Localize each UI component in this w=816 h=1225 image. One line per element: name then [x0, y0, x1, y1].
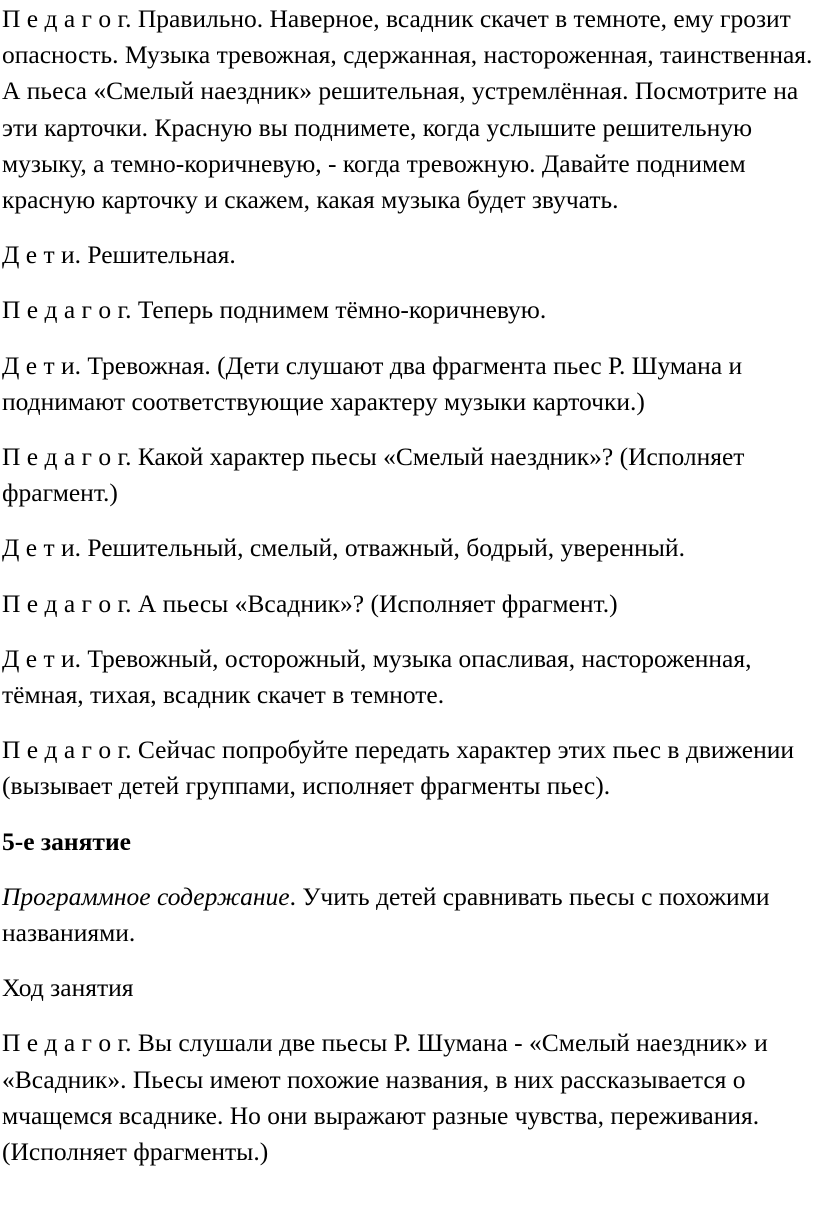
speaker-label: П е д а г о г.: [2, 735, 132, 765]
program-label: Программное содержание: [2, 881, 290, 911]
speaker-label: П е д а г о г.: [2, 4, 132, 33]
dialogue-paragraph: [2, 586, 816, 622]
speaker-label: П е д а г о г.: [2, 295, 132, 325]
paragraph-text: Решительная.: [81, 240, 236, 270]
speaker-label: Д е т и.: [2, 533, 82, 563]
speaker-label: Д е т и.: [2, 643, 82, 673]
paragraph-text: А пьесы «Всадник»? (Исполняет фрагмент.): [131, 588, 618, 618]
paragraph-text: Сейчас попробуйте передать характер этих пьес в движении (вызывает детей группами, исполняет фрагменты пьес).: [2, 735, 795, 801]
paragraph-text: Решительный, смелый, отважный, бодрый, уверенный.: [81, 533, 685, 563]
paragraph-text: Вы слушали две пьесы Р. Шумана - «Смелый наездник» и «Всадник». Пьесы имеют похожие названия, в них рассказывается о мчащемся всаднике. Но они выражают разные чувства, переживания. (Исполняет фрагменты.): [2, 1028, 768, 1167]
dialogue-paragraph: [2, 732, 816, 804]
dialogue-paragraph: [2, 530, 816, 566]
speaker-label: П е д а г о г.: [2, 1028, 132, 1058]
speaker-label: П е д а г о г.: [2, 588, 132, 618]
speaker-label: П е д а г о г.: [2, 442, 132, 472]
program-paragraph: [2, 879, 816, 951]
dialogue-paragraph: [2, 439, 816, 511]
dialogue-paragraph: [2, 1, 816, 218]
paragraph-text: Тревожный, осторожный, музыка опасливая, настороженная, тёмная, тихая, всадник скачет в темноте.: [2, 643, 752, 710]
speaker-label: Д е т и.: [2, 240, 82, 270]
dialogue-paragraph: [2, 641, 816, 713]
paragraph-text: Тревожная. (Дети слушают два фрагмента пьес Р. Шумана и поднимают соответствующие характеру музыки карточки.): [2, 350, 743, 416]
dialogue-paragraph: [2, 292, 816, 328]
dialogue-paragraph: [2, 348, 816, 420]
dialogue-paragraph: [2, 237, 816, 273]
program-text: . Учить детей сравнивать пьесы с похожими названиями.: [2, 881, 770, 948]
lesson-heading: 5-е занятие: [2, 826, 131, 856]
speaker-label: Д е т и.: [2, 350, 82, 380]
paragraph-text: Теперь поднимем тёмно-коричневую.: [131, 295, 547, 325]
dialogue-paragraph: [2, 1025, 816, 1170]
paragraph-text: Правильно. Наверное, всадник скачет в темноте, ему грозит опасность. Музыка тревожная, сдержанная, настороженная, таинственная. А пьеса «Смелый наездник» решительная, устремлённая. Посмотрите на эти карточки. Красную вы поднимете, когда услышите решительную музыку, а темно-коричневую, - когда тревожную. Давайте поднимем красную карточку и скажем, какая музыка будет звучать.: [2, 4, 813, 215]
lesson-flow-heading: Ход занятия: [2, 973, 134, 1003]
paragraph-text: Какой характер пьесы «Смелый наездник»? (Исполняет фрагмент.): [2, 442, 745, 508]
